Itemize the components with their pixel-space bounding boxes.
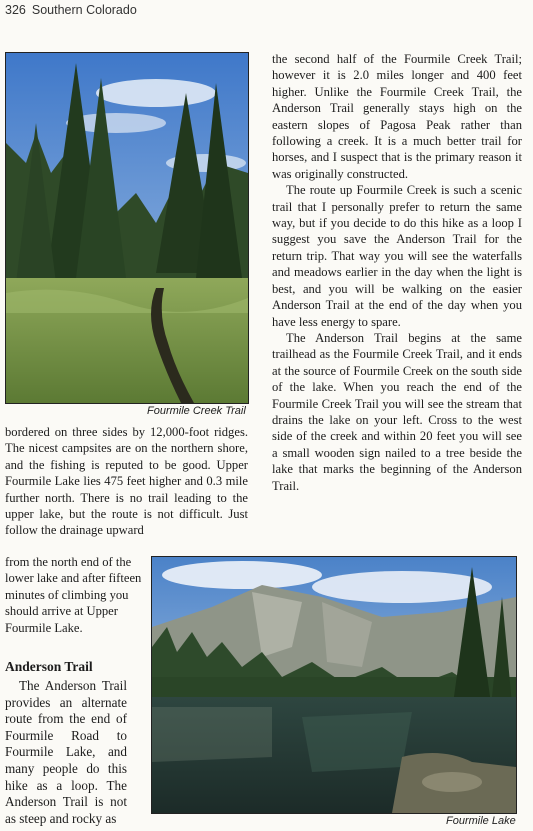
caption-fourmile-creek-trail: Fourmile Creek Trail xyxy=(147,405,246,417)
left-column-upper xyxy=(5,424,248,539)
photo-fourmile-creek-trail xyxy=(5,52,249,404)
running-head xyxy=(5,3,137,17)
paragraph-right-1: the second half of the Fourmile Creek Trail; however it is 2.0 miles longer and 400 feet higher. Unlike the Fourmile Creek Trail, the Anderson Trail generally stays high on the eastern slopes of Pagosa Peak rather than following a creek. It is a much better trail for horses, and I suspect that is the primary reason it was originally constructed. xyxy=(272,52,522,181)
lake-image xyxy=(152,557,516,813)
paragraph-anderson-intro: The Anderson Trail provides an alternate route from the end of Fourmile Road to Fourmile Lake, and many people do this hike as a loop. The Anderson Trail is not as steep and rocky as xyxy=(5,678,127,826)
left-column-anderson xyxy=(5,678,127,827)
creek-trail-image xyxy=(6,53,248,403)
photo-fourmile-lake xyxy=(151,556,517,814)
page-number: 326 xyxy=(5,3,26,17)
right-column xyxy=(272,51,522,494)
section-heading-anderson-trail: Anderson Trail xyxy=(5,659,93,674)
paragraph-right-3: The Anderson Trail begins at the same trailhead as the Fourmile Creek Trail, and it ends at the source of Fourmile Creek on the south side of the lake. When you reach the end of the Fourmile Creek Trail you will see the stream that drains the lake on your left. Cross to the west side of the creek and within 20 feet you will see a small wooden sign nailed to a tree beside the lake that marks the beginning of the Anderson Trail. xyxy=(272,330,522,493)
paragraph-right-2: The route up Fourmile Creek is such a scenic trail that I personally prefer to return the same way, but if you decide to do this hike as a loop I suggest you save the Anderson Trail for the return trip. That way you will see the waterfalls and meadows earlier in the day when the light is best, and you will be walking on the easier Anderson Trail at the end of the day when you have less energy to spare. xyxy=(272,183,522,329)
paragraph-upper-lake: bordered on three sides by 12,000-foot ridges. The nicest campsites are on the northern shore, and the fishing is reputed to be good. Upper Fourmile Lake lies 475 feet higher and 0.3 mile further north. There is no trail leading to the upper lake, but the route is not difficult. Just follow the drainage upward xyxy=(5,425,248,538)
section-title: Southern Colorado xyxy=(31,3,137,17)
left-column-narrow xyxy=(5,554,145,636)
caption-fourmile-lake: Fourmile Lake xyxy=(446,815,516,827)
paragraph-upper-lake-cont: from the north end of the lower lake and after fifteen minutes of climbing you should arrive at Upper Fourmile Lake. xyxy=(5,555,142,635)
